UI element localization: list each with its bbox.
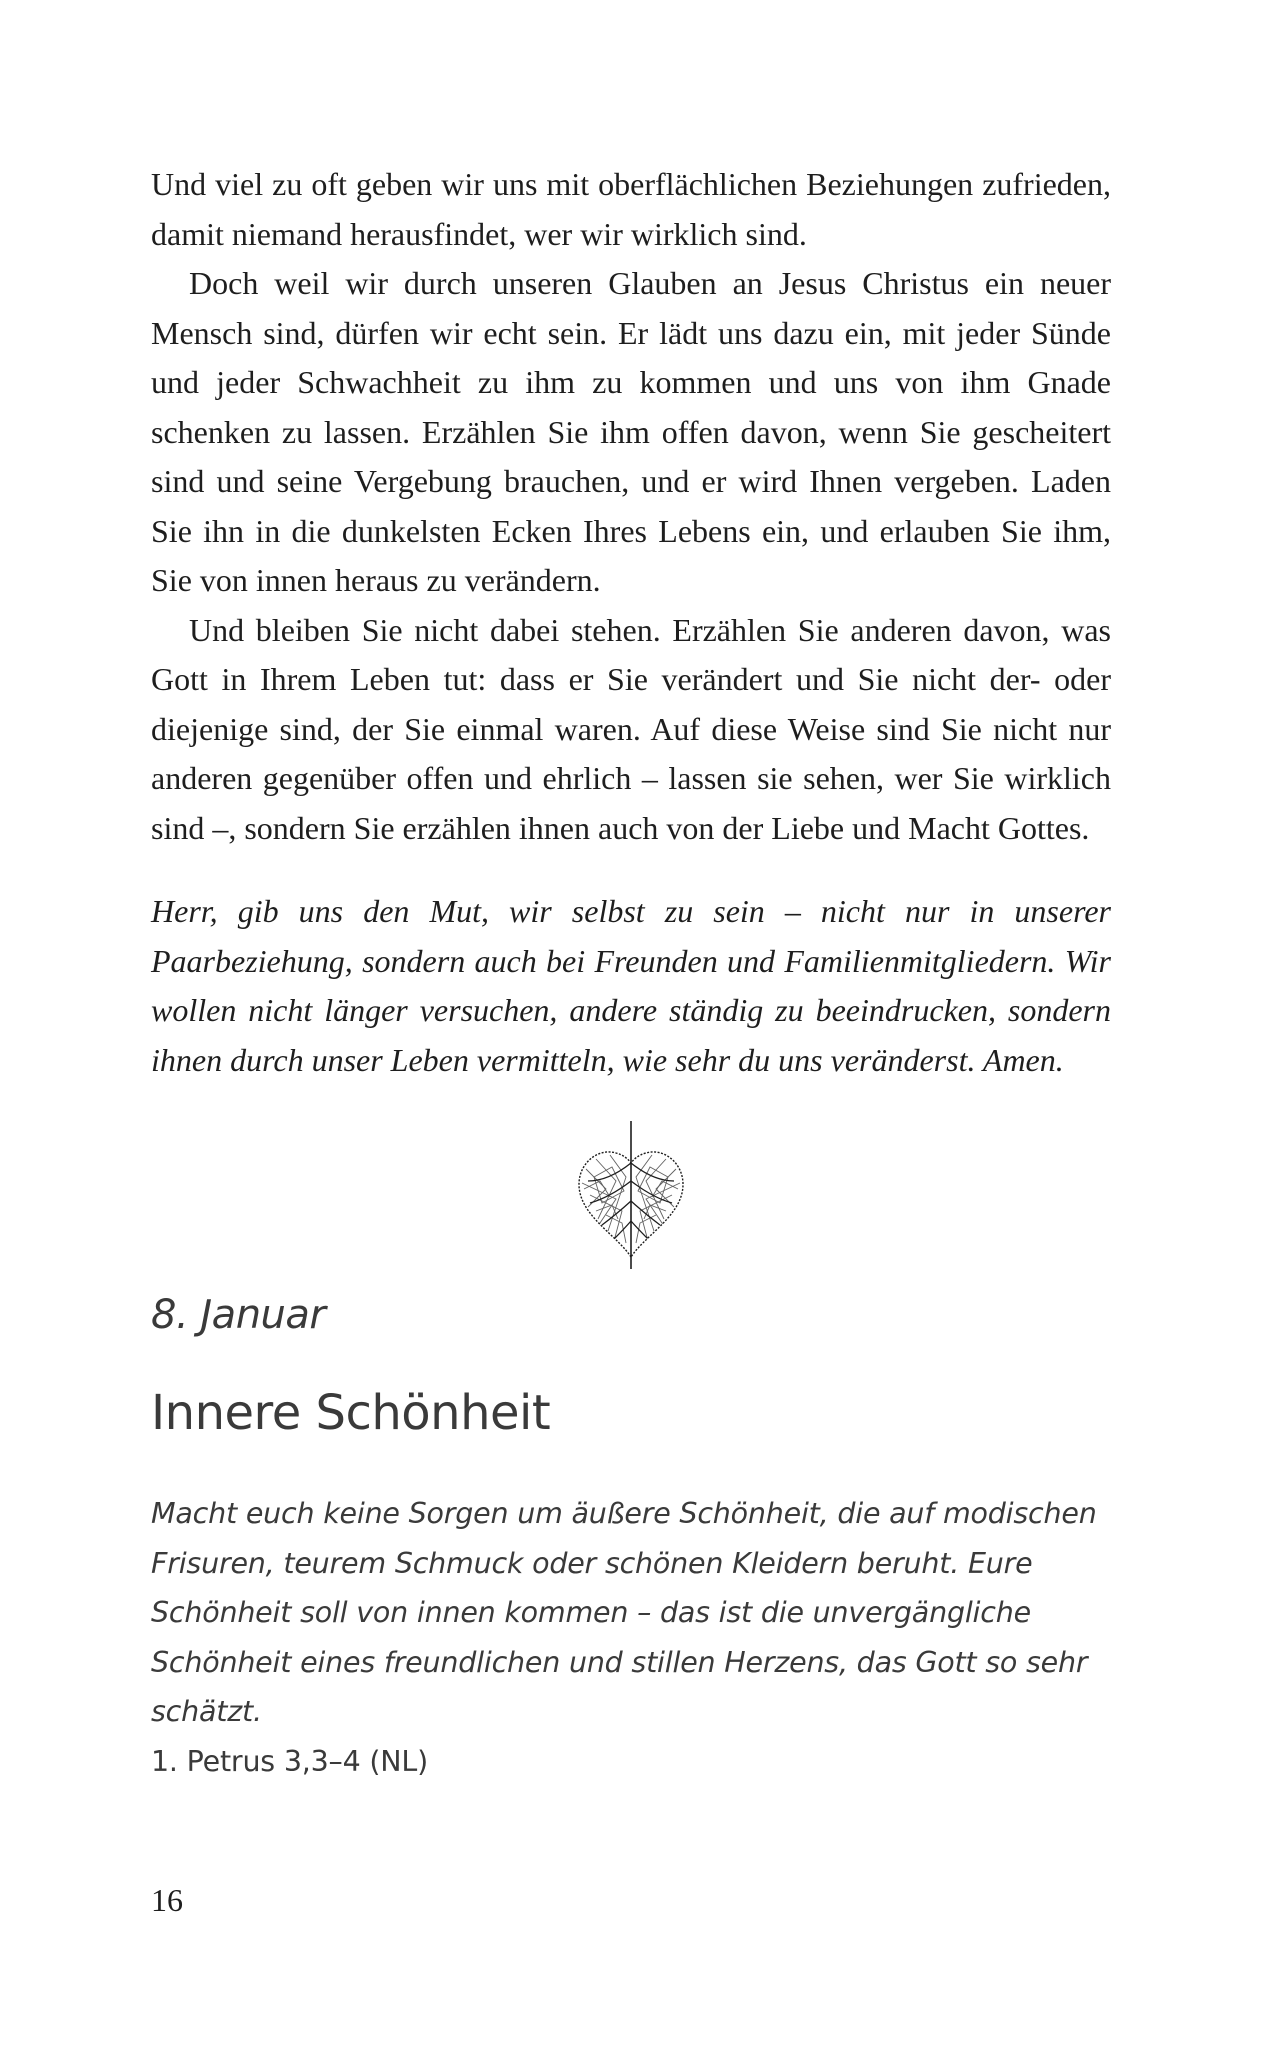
entry-title: Innere Schönheit	[151, 1385, 551, 1441]
body-paragraph-3: Und bleiben Sie nicht dabei stehen. Erzählen Sie anderen davon, was Gott in Ihrem Leben tut: dass er Sie verändert und Sie nicht der- oder diejenige sind, der Sie einmal waren. Auf diese Weise sind Sie nicht nur anderen gegenüber offen und ehrlich – lassen sie sehen, wer Sie wirklich sind –, sondern Sie erzählen ihnen auch von der Liebe und Macht Gottes.	[151, 611, 1111, 846]
prayer-text: Herr, gib uns den Mut, wir selbst zu sein – nicht nur in unserer Paarbeziehung, sondern auch bei Freunden und Familienmitgliedern. Wir wollen nicht länger versuchen, andere ständig zu beeindrucken, sondern ihnen durch unser Leben vermitteln, wie sehr du uns veränderst. Amen.	[151, 893, 1111, 1078]
page-content	[151, 160, 1111, 1786]
body-paragraph-1: Und viel zu oft geben wir uns mit oberflächlichen Beziehungen zufrieden, damit niemand herausfindet, wer wir wirklich sind.	[151, 166, 1111, 252]
verse-reference: 1. Petrus 3,3–4 (NL)	[151, 1744, 429, 1778]
entry-date: 8. Januar	[151, 1292, 326, 1338]
heart-leaf-icon	[566, 1119, 696, 1269]
page-number: 16	[151, 1882, 183, 1918]
bible-verse: Macht euch keine Sorgen um äußere Schönheit, die auf modischen Frisuren, teurem Schmuck oder schönen Kleidern beruht. Eure Schönheit soll von innen kommen – das ist die unvergängliche Schönheit eines freundlichen und stillen Herzens, das Gott so sehr schätzt.	[151, 1497, 1097, 1728]
body-paragraph-2: Doch weil wir durch unseren Glauben an Jesus Christus ein neuer Mensch sind, dürfen wir echt sein. Er lädt uns dazu ein, mit jeder Sünde und jeder Schwachheit zu ihm zu kommen und uns von ihm Gnade schenken zu lassen. Erzählen Sie ihm offen davon, wenn Sie gescheitert sind und seine Vergebung brauchen, und er wird Ihnen vergeben. Laden Sie ihn in die dunkelsten Ecken Ihres Lebens ein, und erlauben Sie ihm, Sie von innen heraus zu verändern.	[151, 265, 1111, 598]
